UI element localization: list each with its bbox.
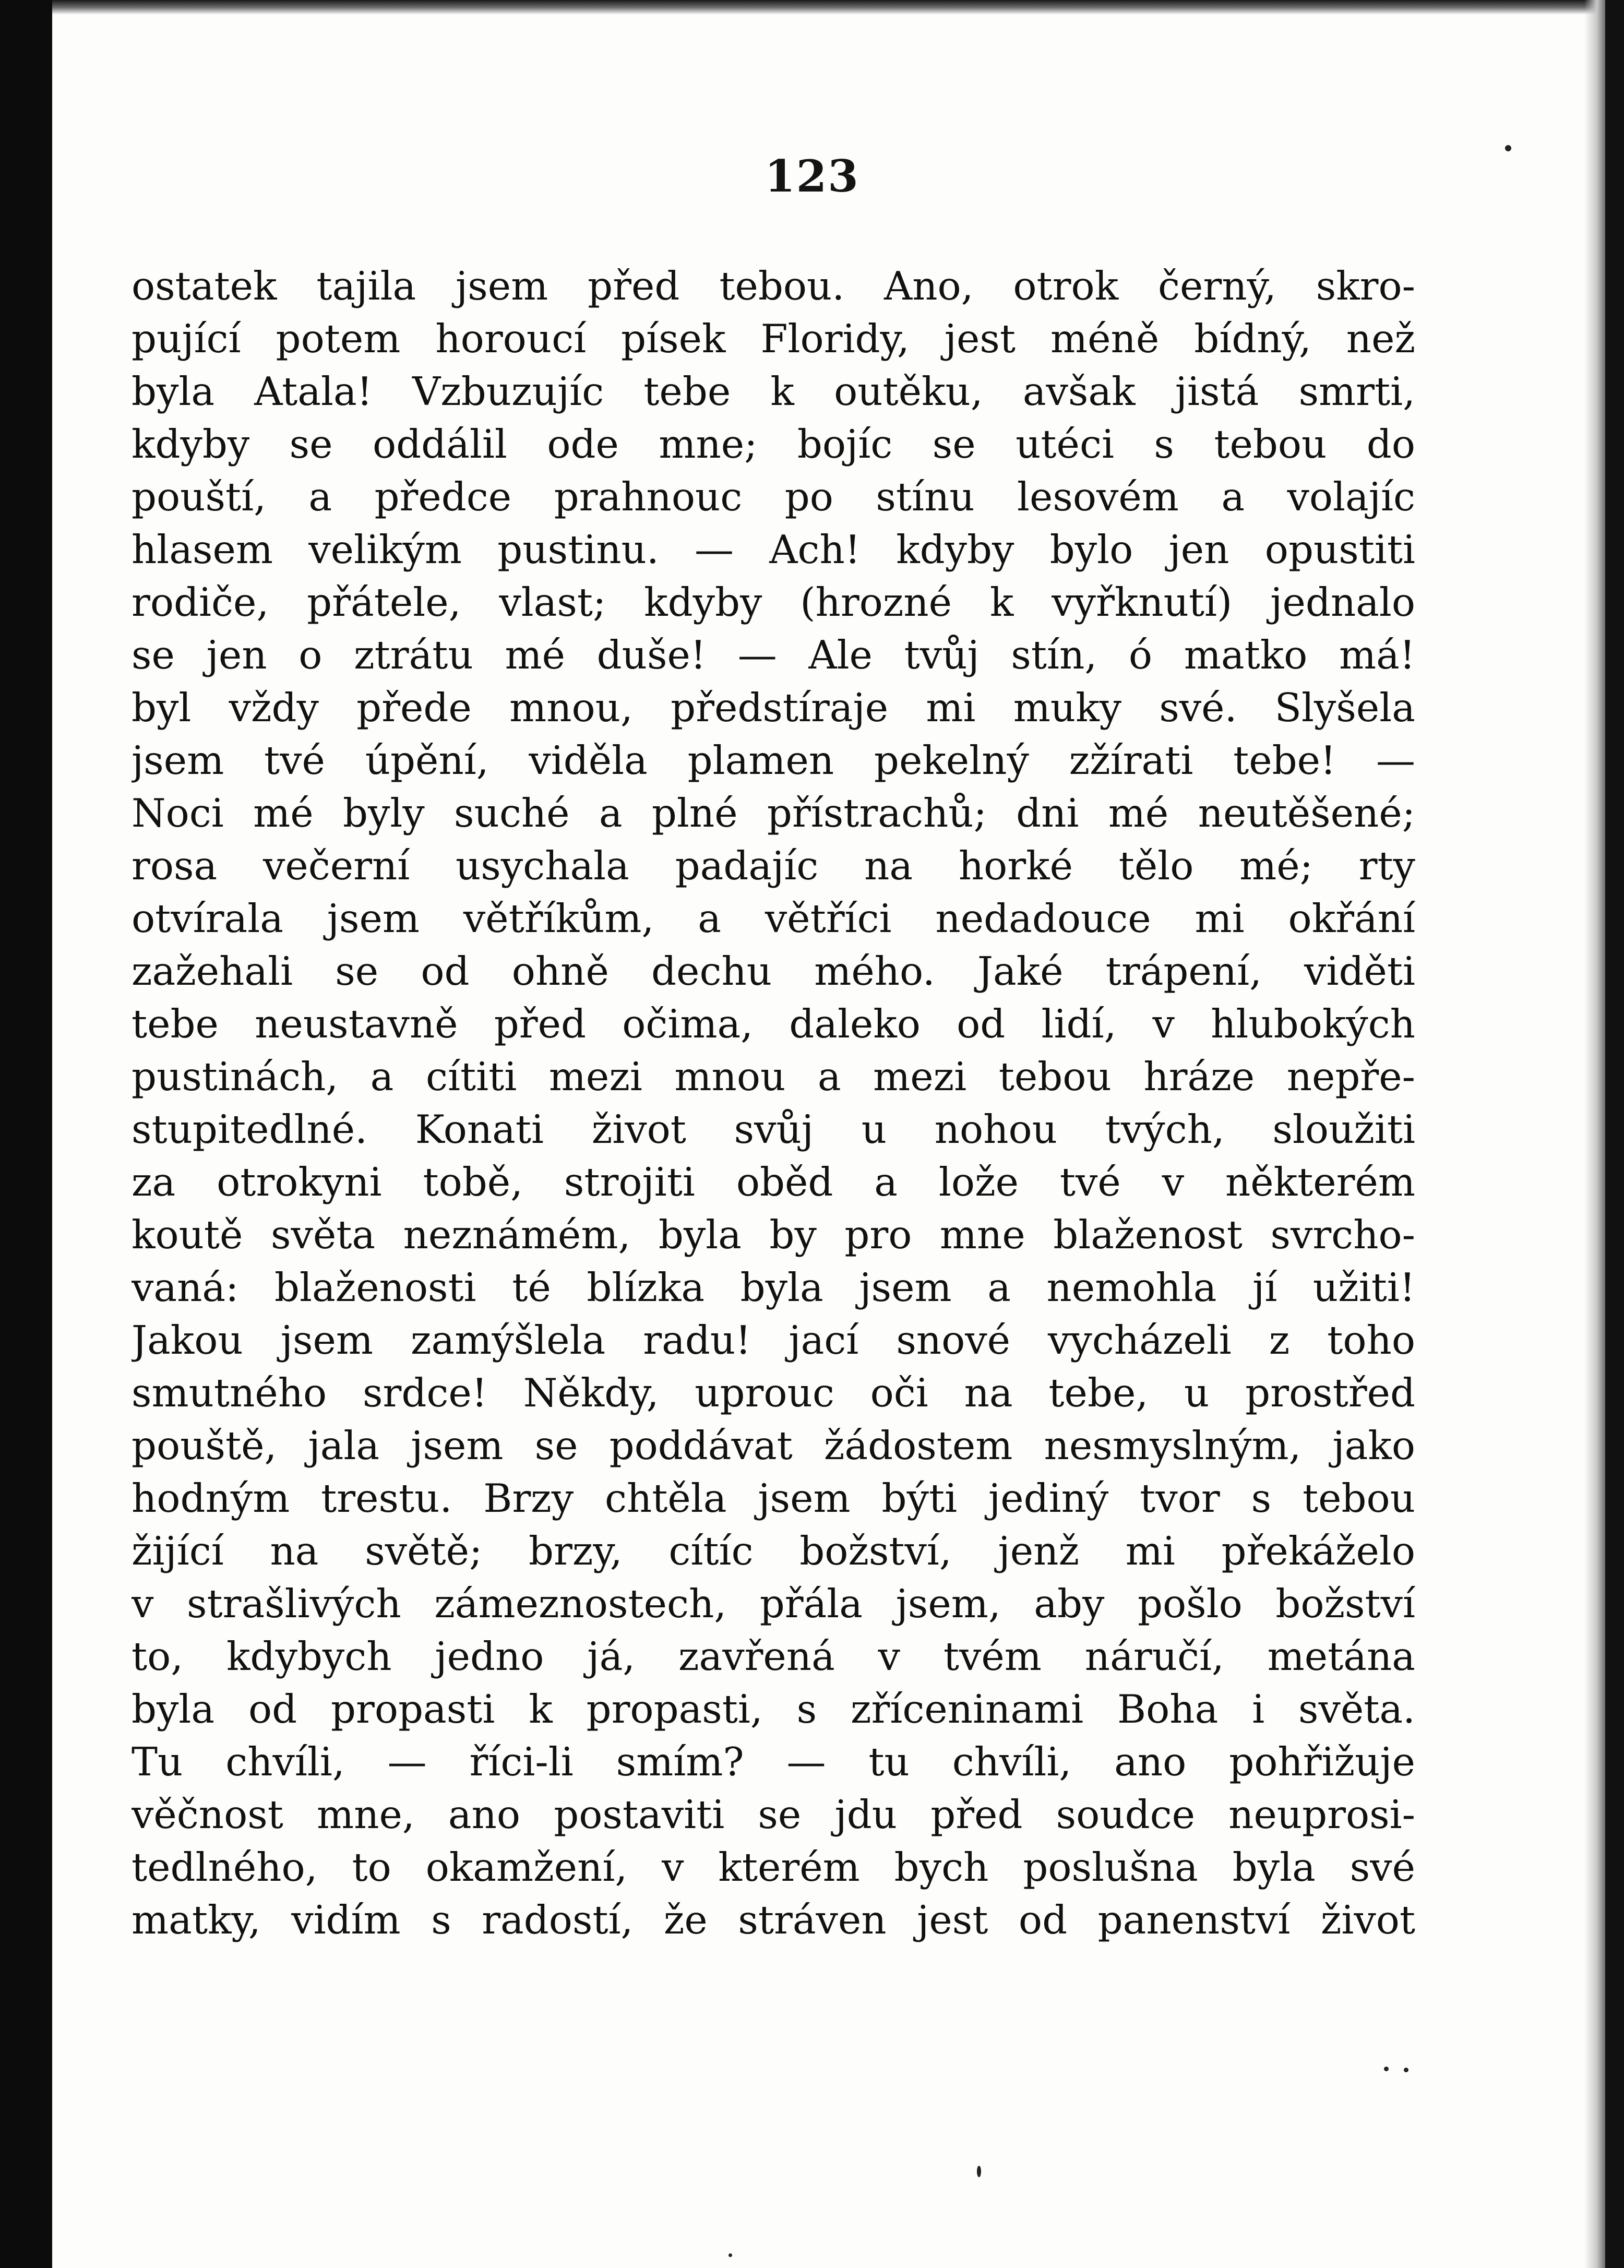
text-line: hodným trestu. Brzy chtěla jsem býti jediný tvor s tebou: [132, 1475, 1415, 1521]
text-line: jsem tvé úpění, viděla plamen pekelný zžírati tebe! —: [132, 737, 1415, 783]
text-line: matky, vidím s radostí, že stráven jest od panenství život: [132, 1897, 1415, 1943]
right-page-edge-shading: [1584, 0, 1605, 2268]
top-scan-shadow: [0, 0, 1624, 15]
scan-speck: [1404, 2068, 1408, 2072]
text-line: smutného srdce! Někdy, uprouc oči na tebe, u prostřed: [132, 1370, 1415, 1416]
text-line: tebe neustavně před očima, daleko od lidí, v hlubokých: [132, 1001, 1415, 1047]
text-line: byl vždy přede mnou, předstíraje mi muky své. Slyšela: [132, 685, 1415, 731]
text-line: za otrokyni tobě, strojiti oběd a lože tvé v některém: [132, 1159, 1415, 1205]
text-line: Tu chvíli, — říci-li smím? — tu chvíli, ano pohřižuje: [132, 1739, 1415, 1785]
page-number: 123: [765, 150, 859, 202]
scan-speck: [1384, 2067, 1389, 2071]
text-line: v strašlivých zámeznostech, přála jsem, aby pošlo božství: [132, 1581, 1415, 1627]
text-line: Jakou jsem zamýšlela radu! jací snové vycházeli z toho: [132, 1317, 1415, 1363]
text-line: stupitedlné. Konati život svůj u nohou tvých, sloužiti: [132, 1106, 1415, 1152]
text-line: věčnost mne, ano postaviti se jdu před soudce neuprosi-: [132, 1792, 1415, 1837]
right-scan-edge: [1605, 0, 1624, 2268]
scan-speck: [729, 2253, 732, 2257]
text-line: se jen o ztrátu mé duše! — Ale tvůj stín, ó matko má!: [132, 632, 1415, 678]
text-line: rodiče, přátele, vlast; kdyby (hrozné k vyřknutí) jednalo: [132, 579, 1415, 625]
text-line: byla Atala! Vzbuzujíc tebe k outěku, avšak jistá smrti,: [132, 368, 1415, 414]
text-line: rosa večerní usychala padajíc na horké tělo mé; rty: [132, 843, 1415, 889]
scan-speck: [1505, 145, 1511, 151]
text-line: koutě světa neznámém, byla by pro mne blaženost svrcho-: [132, 1212, 1415, 1258]
body-text: [132, 260, 1415, 1947]
left-binding-shadow: [0, 0, 52, 2268]
text-line: to, kdybych jedno já, zavřená v tvém náručí, metána: [132, 1633, 1415, 1679]
text-line: hlasem velikým pustinu. — Ach! kdyby bylo jen opustiti: [132, 527, 1415, 572]
text-line: pouští, a předce prahnouc po stínu lesovém a volajíc: [132, 474, 1415, 520]
text-line: byla od propasti k propasti, s zříceninami Boha i světa.: [132, 1686, 1415, 1732]
text-line: ostatek tajila jsem před tebou. Ano, otrok černý, skro-: [132, 263, 1415, 309]
text-line: pustinách, a cítiti mezi mnou a mezi tebou hráze nepře-: [132, 1054, 1415, 1100]
text-line: pující potem horoucí písek Floridy, jest méně bídný, než: [132, 316, 1415, 362]
text-line: vaná: blaženosti té blízka byla jsem a nemohla jí užiti!: [132, 1264, 1415, 1310]
text-line: zažehali se od ohně dechu mého. Jaké trápení, viděti: [132, 948, 1415, 994]
scan-speck: [977, 2166, 981, 2177]
text-line: Noci mé byly suché a plné přístrachů; dni mé neutěšené;: [132, 790, 1415, 836]
text-line: kdyby se oddálil ode mne; bojíc se utéci s tebou do: [132, 421, 1415, 467]
text-line: pouště, jala jsem se poddávat žádostem nesmyslným, jako: [132, 1423, 1415, 1469]
text-line: žijící na světě; brzy, cítíc božství, jenž mi překáželo: [132, 1528, 1415, 1574]
text-line: otvírala jsem větříkům, a větříci nedadouce mi okřání: [132, 896, 1415, 941]
text-line: tedlného, to okamžení, v kterém bych poslušna byla své: [132, 1844, 1415, 1890]
